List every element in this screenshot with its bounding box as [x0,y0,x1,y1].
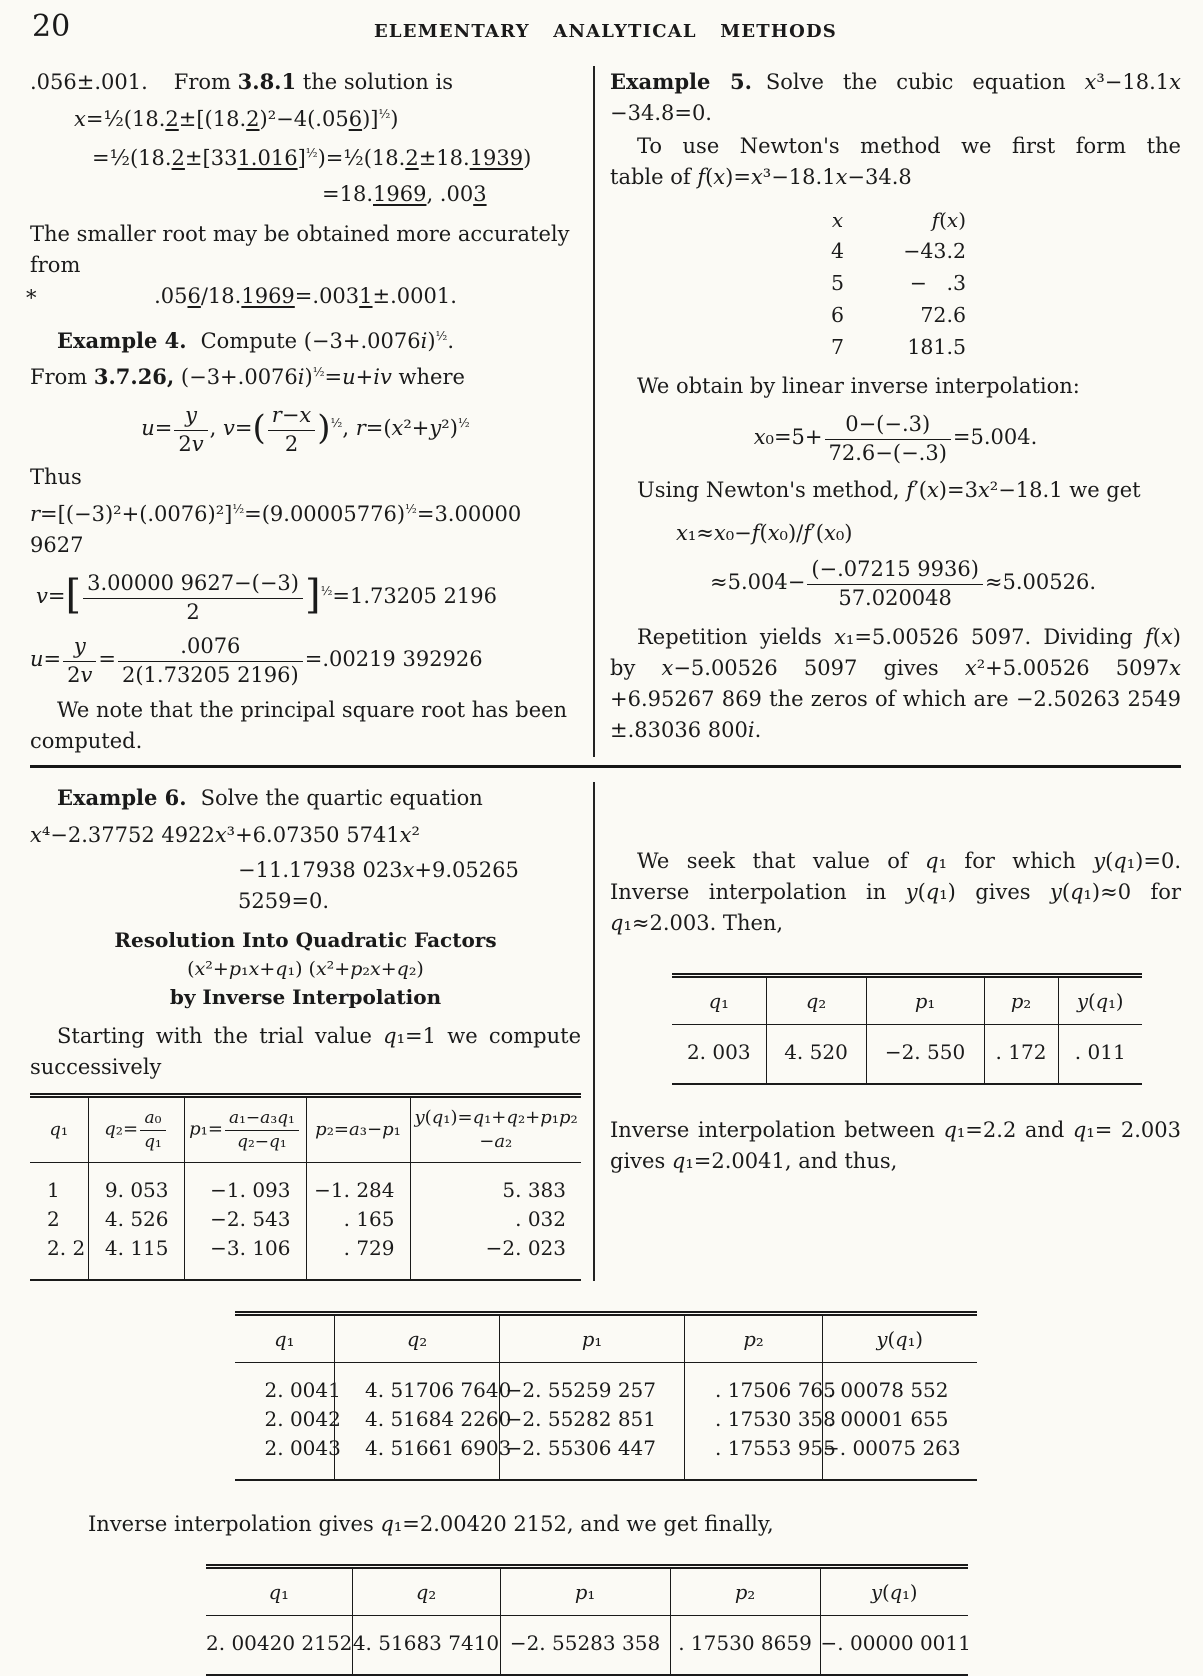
paragraph: Using Newton's method, f′(x)=3x²−18.1 we get [637,478,1141,503]
numerator: 3.00000 9627−(−3) [83,571,303,599]
table-cell: 1 [47,1178,60,1203]
table-row [235,1434,977,1480]
paragraph: Repetition yields x₁=5.00526 5097. Dividing f(x) by x−5.00526 5097 gives x²+5.00526 5097x +6.95267 869 the zeros of which are −2.50263 2549 ±.83036 800i. [610,625,1182,743]
table-cell: . 17530 358 [685,1405,823,1434]
numerator: y [174,403,207,431]
fraction [140,1108,166,1151]
section-divider-rule [30,765,1181,768]
table-row [672,1025,1142,1085]
column-header: x [831,208,844,232]
table-row [30,1163,581,1206]
table-cell: 6 [830,303,845,327]
table-cell: −2. 55283 358 [500,1616,670,1676]
math-text: y(q₁)=q₁+q₂+p₁p₂ [414,1107,578,1129]
table-cell: 2. 2 [47,1236,86,1261]
column-header: q₂ [335,1314,500,1363]
table-row [821,331,970,363]
example-label: Example 6. [57,785,187,811]
example-label: Example 5. [610,69,752,94]
fraction [63,634,96,687]
table-row [30,1205,581,1234]
math-text: = [98,647,116,672]
table-header-row [672,976,1142,1025]
table-cell: 2. 0042 [264,1407,341,1432]
numerator: a₁−a₃q₁ [225,1108,299,1131]
equation [610,557,1181,610]
column-header [184,1096,306,1163]
numerator: r−x [268,403,316,431]
paragraph: To use Newton's method we first form the [637,134,1181,158]
math-text: −a₂ [479,1131,513,1153]
numerator: (−.07215 9936) [807,557,983,585]
equation: $r=[(-3)^2+(.0076)^2]^{\frac{1}{2}}=(9.00005776)^{\frac{1}{2}}=3.00000$ 9627 [30,502,522,558]
interpolation-result-table [672,973,1142,1085]
math-text: q₂= [104,1119,139,1141]
table-cell: −2. 55282 851 [500,1405,685,1434]
column-header [88,1096,184,1163]
table-cell: 2 [47,1207,60,1232]
math-text: , $r=(x^2+y^2)^{\frac{1}{2}}$ [342,416,470,441]
denominator: 2v [178,431,204,456]
math-text: x₀=5+ [753,425,823,450]
equation: −11.17938 023x+9.05265 5259=0. [238,858,519,914]
paragraph: The smaller root may be obtained more accurately [30,222,570,246]
math-text: v= [36,584,66,609]
denominator: 2v [67,662,93,687]
paragraph: table of f(x)=x³−18.1x−34.8 [610,165,912,189]
equation [30,403,581,456]
middle-section [30,782,1181,1281]
table-cell: −. 00000 0011 [820,1616,968,1676]
table-cell: . 00001 655 [823,1405,977,1434]
paragraph: We obtain by linear inverse interpolation: [637,374,1080,398]
fraction [118,634,303,687]
fraction [174,403,207,456]
table-cell: −2. 550 [866,1025,984,1085]
equation [30,634,581,687]
numerator: 0−(−.3) [825,412,951,440]
table-cell: −2. 023 [410,1234,581,1280]
fraction [225,1108,299,1151]
table-cell: −2. 543 [184,1205,306,1234]
column-header: p₂ [984,976,1058,1025]
column-header: p₂=a₃−p₁ [306,1096,410,1163]
column-header: q₁ [206,1567,352,1616]
table-cell: 4. 51706 7640 [335,1363,500,1406]
paragraph: We seek that value of q₁ for which y(q₁)=0. Inverse interpolation in y(q₁) gives y(q₁)≈0 for q₁≈2.003. Then, [610,849,1181,936]
denominator: 2 [186,599,200,624]
table-cell: 4. 520 [766,1025,866,1085]
table-cell: 4. 51683 7410 [352,1616,500,1676]
table-cell: 181.5 [907,335,967,359]
close-bracket: ] [305,571,321,618]
sentence-text: From 3.8.1 the solution is [173,69,454,94]
math-text: =.00219 392926 [304,647,483,672]
table-cell: 2. 0041 [264,1378,341,1403]
numerator: .0076 [118,634,303,662]
table-cell: . 729 [306,1234,410,1280]
paragraph [30,66,581,98]
table-cell: −43.2 [903,239,967,263]
equation: (x²+p₁x+q₁) (x²+p₂x+q₂) [187,958,424,981]
table-row [30,1234,581,1280]
open-paren: ( [252,407,266,448]
example-label: Example 4. [57,328,187,353]
sentence-text: Solve the quartic equation [200,786,483,811]
table-cell: 2. 0043 [264,1436,341,1461]
paragraph: Inverse interpolation between q₁=2.2 and q₁= 2.003 gives q₁=2.0041, and thus, [610,1118,1182,1174]
math-text: u= [30,647,62,672]
column-header: q₁ [672,976,766,1025]
column-header: p₂ [670,1567,820,1616]
bottom-section [30,1311,1181,1676]
column-header: q₁ [235,1314,335,1363]
denominator: 57.020048 [838,585,952,610]
table-cell: −3. 106 [184,1234,306,1280]
denominator: 2(1.73205 2196) [122,662,299,687]
paragraph [30,325,581,357]
column-header: p₁ [500,1567,670,1616]
column-header: y(q₁) [1058,976,1142,1025]
equation: $=\frac{1}{2}(18.2\pm[331.016]^{\frac{1}{2}})=\frac{1}{2}(18.2\pm 18.1939)$ [92,146,532,170]
equation: =18.1969, .003 [322,182,487,206]
column-header: p₂ [685,1314,823,1363]
column-header: q₂ [766,976,866,1025]
footnote-star: * [26,286,37,310]
bottom-right-column [595,782,1181,1281]
table-cell: − .3 [909,271,967,295]
denominator: 72.6−(−.3) [828,440,947,465]
denominator: 2 [284,431,299,456]
table-row [235,1363,977,1406]
column-header: y(q₁) [823,1314,977,1363]
final-result-table [206,1564,971,1676]
table-cell: −1. 284 [306,1163,410,1206]
exponent: ½ [320,584,333,599]
paragraph: We note that the principal square root has been [57,698,568,723]
paragraph: Starting with the trial value q₁=1 we compute successively [30,1024,582,1080]
fraction [83,571,303,624]
denominator: q₂−q₁ [237,1132,287,1153]
table-cell: 5 [830,271,845,295]
table-cell: . 17553 955 [685,1434,823,1480]
math-text: ≈5.00526. [984,570,1097,595]
table-row [821,299,970,331]
equation: x₁≈x₀−f(x₀)/f′(x₀) [676,521,853,546]
table-cell: . 00078 552 [823,1363,977,1406]
table-cell: −2. 55259 257 [500,1363,685,1406]
top-right-column [595,66,1181,757]
subheading: Resolution Into Quadratic Factors [114,928,497,953]
table-cell: 4. 526 [88,1205,184,1234]
math-text: , v= [209,416,253,441]
top-section [26,66,1182,757]
math-text: p₁= [189,1119,223,1141]
paragraph: From 3.7.26, $(-3+.0076i)^{\frac{1}{2}}=u+iv$ where [30,364,465,389]
table-row [235,1405,977,1434]
table-cell: . 17530 8659 [670,1616,820,1676]
paragraph: computed. [30,729,143,754]
column-header: p₁ [500,1314,685,1363]
fraction [268,403,316,456]
open-bracket: [ [65,571,82,618]
paragraph: Inverse interpolation gives q₁=2.00420 2152, and we get finally, [88,1512,774,1537]
subheading: by Inverse Interpolation [169,985,442,1010]
column-header: y(q₁) [820,1567,968,1616]
table-cell: −1. 093 [184,1163,306,1206]
math-text: =5.004. [952,425,1038,450]
running-title: ELEMENTARY ANALYTICAL METHODS [374,21,837,42]
exponent: ½ [330,416,343,431]
table-header-row [206,1567,968,1616]
fraction [825,412,951,465]
top-left-column [26,66,595,757]
column-header [410,1096,581,1163]
numerator: y [63,634,96,662]
close-paren: ) [317,407,331,448]
bottom-left-column [30,782,595,1281]
value-text: .056±.001. [30,70,148,94]
table-cell: 72.6 [920,303,967,327]
table-cell: −. 00075 263 [823,1434,977,1480]
paragraph: Thus [30,465,82,490]
table-cell: . 165 [306,1205,410,1234]
equation [30,571,581,624]
equation: .056/18.1969=.0031±.0001. [154,284,457,308]
table-cell: 4. 51684 2260 [335,1405,500,1434]
equation: $x=\frac{1}{2}(18.2\pm[(18.2)^2-4(.056)]^{\frac{1}{2}})$ [74,107,399,131]
paragraph [610,66,1181,98]
paragraph: −34.8=0. [610,101,712,125]
equation-line [26,281,581,312]
function-value-table [821,205,970,363]
page-header [30,8,1181,54]
table-header-row [235,1314,977,1363]
math-text: =1.73205 2196 [332,584,497,609]
iteration-table [30,1093,581,1281]
table-cell: . 17506 765 [685,1363,823,1406]
denominator: q₁ [144,1132,162,1153]
table-row [821,267,970,299]
sentence-text: Compute $(-3+.0076i)^{\frac{1}{2}}$. [200,329,455,353]
table-row [206,1616,968,1676]
column-header: p₁ [866,976,984,1025]
paragraph: from [30,253,81,277]
table-header-row [821,205,970,235]
table-cell: . 032 [410,1205,581,1234]
column-header: q₂ [352,1567,500,1616]
equation [610,412,1181,465]
refined-iteration-table [235,1311,977,1481]
table-cell: −2. 55306 447 [500,1434,685,1480]
sentence-text: Solve the cubic equation x³−18.1x [765,70,1182,94]
table-header-row [30,1096,581,1163]
table-cell: 7 [830,335,845,359]
table-cell: 5. 383 [410,1163,581,1206]
column-header: f(x) [931,208,967,232]
table-cell: 2. 00420 2152 [206,1631,353,1656]
table-cell: 4. 115 [88,1234,184,1280]
table-cell: 2. 003 [686,1040,751,1065]
paragraph [30,782,581,814]
table-cell: 9. 053 [88,1163,184,1206]
table-cell: 4 [830,239,845,263]
table-cell: 4. 51661 6903 [335,1434,500,1480]
math-text: ≈5.004− [710,570,806,595]
table-cell: . 172 [984,1025,1058,1085]
fraction [807,557,983,610]
table-row [821,235,970,267]
column-header: q₁ [30,1096,88,1163]
math-text: u= [141,416,173,441]
page-number: 20 [32,9,71,44]
table-cell: . 011 [1058,1025,1142,1085]
equation: x⁴−2.37752 4922x³+6.07350 5741x² [30,823,420,848]
numerator: a₀ [140,1108,166,1131]
